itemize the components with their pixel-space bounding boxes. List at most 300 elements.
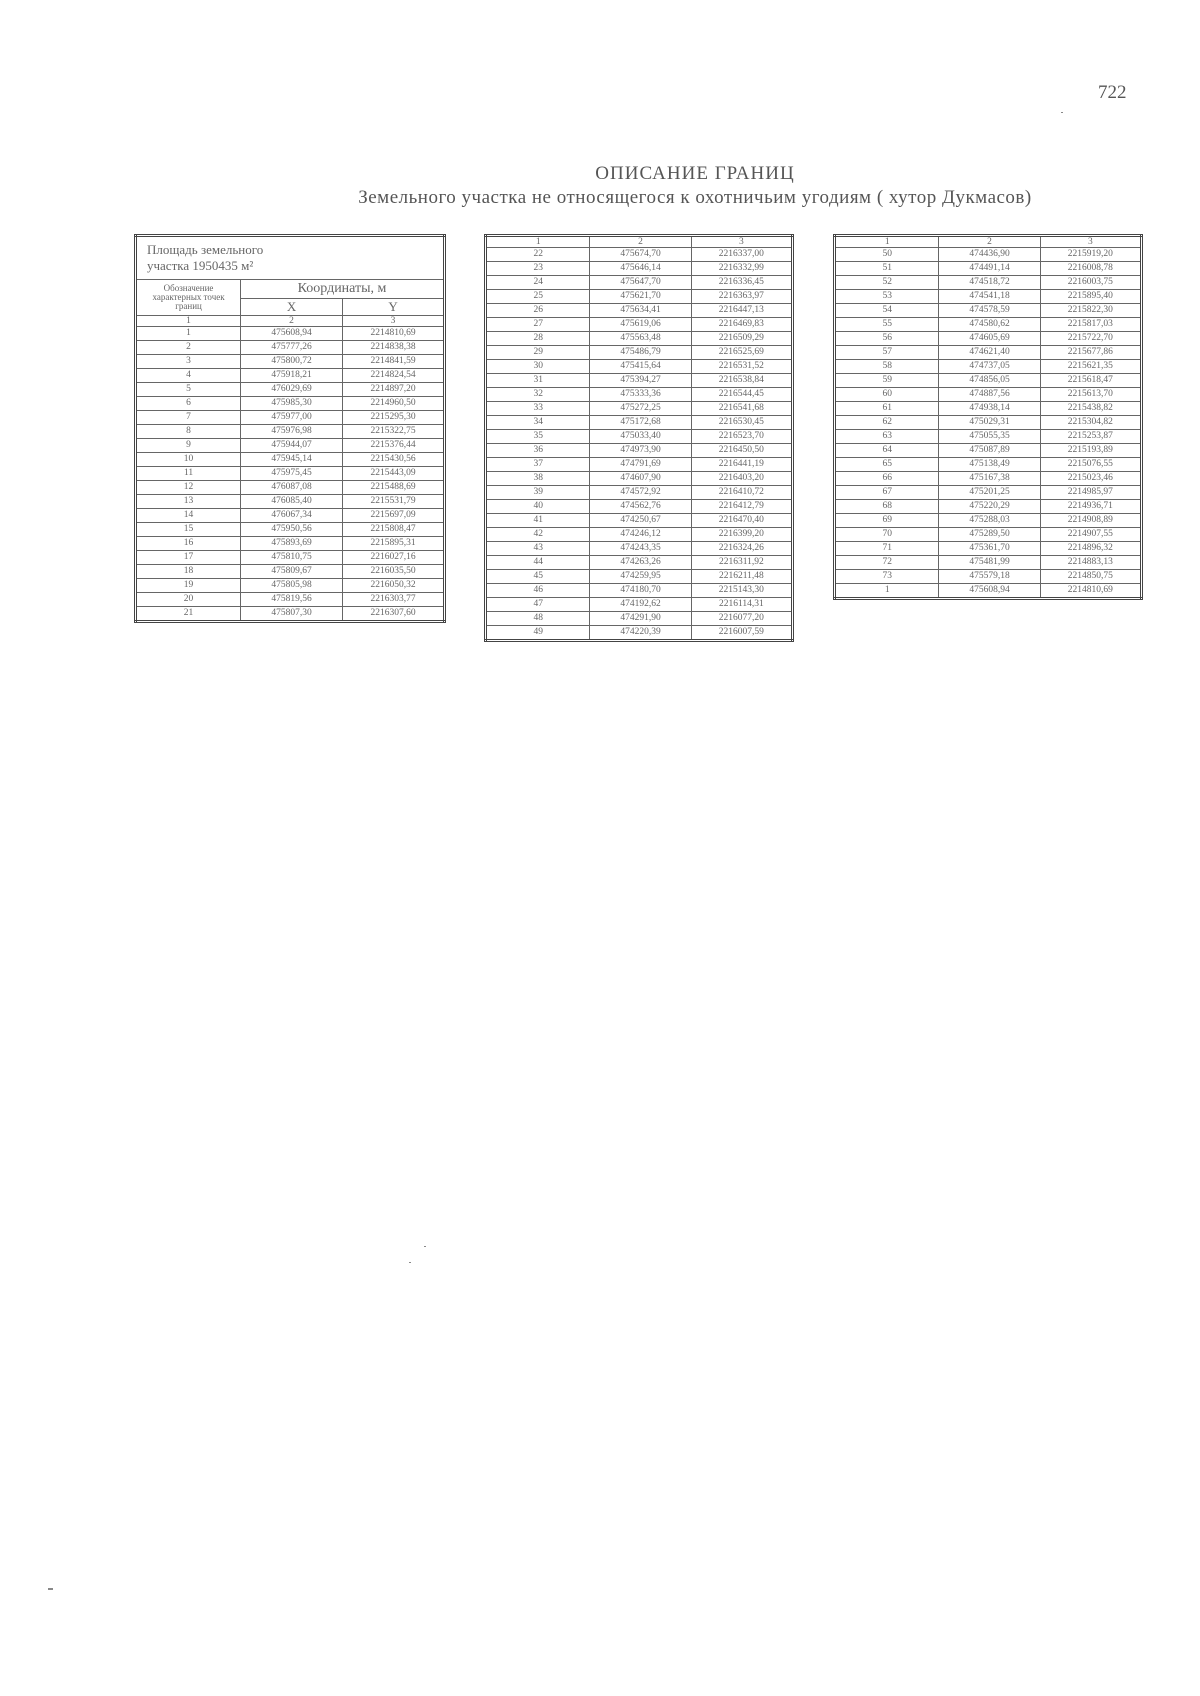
table-row bbox=[486, 626, 793, 641]
y-coordinate-cell: 2214936,71 bbox=[1040, 500, 1141, 514]
point-number-cell: 49 bbox=[486, 626, 590, 641]
point-number-cell: 66 bbox=[835, 472, 939, 486]
column-number-3: 3 bbox=[343, 316, 445, 327]
document-title: ОПИСАНИЕ ГРАНИЦ bbox=[595, 163, 795, 184]
x-coordinate-cell: 475288,03 bbox=[939, 514, 1040, 528]
x-coordinate-cell: 475481,99 bbox=[939, 556, 1040, 570]
point-number-cell: 8 bbox=[136, 425, 241, 439]
x-coordinate-cell: 475777,26 bbox=[241, 341, 343, 355]
table-row bbox=[835, 570, 1142, 584]
x-coordinate-cell: 476085,40 bbox=[241, 495, 343, 509]
point-number-cell: 21 bbox=[136, 607, 241, 622]
x-coordinate-cell: 475621,70 bbox=[590, 290, 691, 304]
x-coordinate-cell: 474607,90 bbox=[590, 472, 691, 486]
table-row bbox=[835, 304, 1142, 318]
table-row bbox=[136, 523, 445, 537]
y-coordinate-cell: 2215613,70 bbox=[1040, 388, 1141, 402]
x-coordinate-cell: 475415,64 bbox=[590, 360, 691, 374]
table-row bbox=[486, 262, 793, 276]
y-coordinate-cell: 2215438,82 bbox=[1040, 402, 1141, 416]
point-designation-header: Обозначение характерных точек границ bbox=[136, 280, 241, 316]
y-coordinate-cell: 2214824,54 bbox=[343, 369, 445, 383]
table-row bbox=[136, 453, 445, 467]
x-coordinate-cell: 475172,68 bbox=[590, 416, 691, 430]
x-coordinate-cell: 474518,72 bbox=[939, 276, 1040, 290]
y-coordinate-cell: 2215443,09 bbox=[343, 467, 445, 481]
y-coordinate-cell: 2215076,55 bbox=[1040, 458, 1141, 472]
x-coordinate-cell: 474578,59 bbox=[939, 304, 1040, 318]
point-number-cell: 3 bbox=[136, 355, 241, 369]
y-header: Y bbox=[343, 299, 445, 316]
y-coordinate-cell: 2215808,47 bbox=[343, 523, 445, 537]
x-coordinate-cell: 475810,75 bbox=[241, 551, 343, 565]
y-coordinate-cell: 2216530,45 bbox=[691, 416, 792, 430]
table-row bbox=[486, 570, 793, 584]
y-coordinate-cell: 2214810,69 bbox=[1040, 584, 1141, 599]
y-coordinate-cell: 2215304,82 bbox=[1040, 416, 1141, 430]
y-coordinate-cell: 2216541,68 bbox=[691, 402, 792, 416]
table-row bbox=[486, 500, 793, 514]
y-coordinate-cell: 2216447,13 bbox=[691, 304, 792, 318]
y-coordinate-cell: 2216525,69 bbox=[691, 346, 792, 360]
x-coordinate-cell: 475819,56 bbox=[241, 593, 343, 607]
x-coordinate-cell: 474605,69 bbox=[939, 332, 1040, 346]
table-row bbox=[486, 472, 793, 486]
x-coordinate-cell: 474259,95 bbox=[590, 570, 691, 584]
x-coordinate-cell: 475646,14 bbox=[590, 262, 691, 276]
table-row bbox=[136, 327, 445, 341]
y-coordinate-cell: 2216469,83 bbox=[691, 318, 792, 332]
table-row bbox=[835, 458, 1142, 472]
table-1-body bbox=[136, 327, 445, 622]
y-coordinate-cell: 2215322,75 bbox=[343, 425, 445, 439]
y-coordinate-cell: 2216531,52 bbox=[691, 360, 792, 374]
x-coordinate-cell: 474180,70 bbox=[590, 584, 691, 598]
y-coordinate-cell: 2214841,59 bbox=[343, 355, 445, 369]
column-number-3: 3 bbox=[1040, 236, 1141, 248]
point-number-cell: 40 bbox=[486, 500, 590, 514]
table-row bbox=[835, 556, 1142, 570]
point-number-cell: 11 bbox=[136, 467, 241, 481]
table-row bbox=[835, 374, 1142, 388]
x-coordinate-cell: 475201,25 bbox=[939, 486, 1040, 500]
x-coordinate-cell: 475486,79 bbox=[590, 346, 691, 360]
x-coordinate-cell: 474572,92 bbox=[590, 486, 691, 500]
table-row bbox=[835, 346, 1142, 360]
x-coordinate-cell: 475608,94 bbox=[241, 327, 343, 341]
y-coordinate-cell: 2216410,72 bbox=[691, 486, 792, 500]
scan-speck bbox=[409, 1262, 411, 1263]
x-coordinate-cell: 475289,50 bbox=[939, 528, 1040, 542]
point-number-cell: 20 bbox=[136, 593, 241, 607]
table-row bbox=[486, 374, 793, 388]
x-header: X bbox=[241, 299, 343, 316]
x-coordinate-cell: 474491,14 bbox=[939, 262, 1040, 276]
table-row bbox=[835, 290, 1142, 304]
point-number-cell: 34 bbox=[486, 416, 590, 430]
table-row bbox=[136, 467, 445, 481]
y-coordinate-cell: 2216077,20 bbox=[691, 612, 792, 626]
y-coordinate-cell: 2216027,16 bbox=[343, 551, 445, 565]
table-row bbox=[486, 430, 793, 444]
point-number-cell: 25 bbox=[486, 290, 590, 304]
y-coordinate-cell: 2214896,32 bbox=[1040, 542, 1141, 556]
y-coordinate-cell: 2214960,50 bbox=[343, 397, 445, 411]
table-row bbox=[835, 472, 1142, 486]
table-row bbox=[486, 556, 793, 570]
point-number-cell: 7 bbox=[136, 411, 241, 425]
table-row bbox=[136, 439, 445, 453]
table-row bbox=[486, 444, 793, 458]
x-coordinate-cell: 475394,27 bbox=[590, 374, 691, 388]
point-number-cell: 37 bbox=[486, 458, 590, 472]
table-row bbox=[835, 402, 1142, 416]
point-number-cell: 22 bbox=[486, 248, 590, 262]
table-row bbox=[136, 425, 445, 439]
y-coordinate-cell: 2216450,50 bbox=[691, 444, 792, 458]
y-coordinate-cell: 2216509,29 bbox=[691, 332, 792, 346]
point-number-cell: 36 bbox=[486, 444, 590, 458]
point-number-cell: 18 bbox=[136, 565, 241, 579]
table-row bbox=[136, 551, 445, 565]
table-row bbox=[136, 481, 445, 495]
table-row bbox=[486, 514, 793, 528]
point-number-cell: 57 bbox=[835, 346, 939, 360]
point-number-cell: 33 bbox=[486, 402, 590, 416]
x-coordinate-cell: 474938,14 bbox=[939, 402, 1040, 416]
point-number-cell: 35 bbox=[486, 430, 590, 444]
table-row bbox=[486, 528, 793, 542]
x-coordinate-cell: 475634,41 bbox=[590, 304, 691, 318]
x-coordinate-cell: 476029,69 bbox=[241, 383, 343, 397]
column-number-3: 3 bbox=[691, 236, 792, 248]
table-row bbox=[835, 416, 1142, 430]
table-row bbox=[136, 369, 445, 383]
x-coordinate-cell: 474791,69 bbox=[590, 458, 691, 472]
point-number-cell: 44 bbox=[486, 556, 590, 570]
table-row bbox=[136, 341, 445, 355]
y-coordinate-cell: 2215143,30 bbox=[691, 584, 792, 598]
table-row bbox=[136, 579, 445, 593]
x-coordinate-cell: 474887,56 bbox=[939, 388, 1040, 402]
point-number-cell: 1 bbox=[136, 327, 241, 341]
y-coordinate-cell: 2216003,75 bbox=[1040, 276, 1141, 290]
x-coordinate-cell: 475950,56 bbox=[241, 523, 343, 537]
point-number-cell: 43 bbox=[486, 542, 590, 556]
x-coordinate-cell: 475918,21 bbox=[241, 369, 343, 383]
point-number-cell: 2 bbox=[136, 341, 241, 355]
point-number-cell: 46 bbox=[486, 584, 590, 598]
y-coordinate-cell: 2216311,92 bbox=[691, 556, 792, 570]
y-coordinate-cell: 2215677,86 bbox=[1040, 346, 1141, 360]
table-row bbox=[835, 262, 1142, 276]
table-row bbox=[835, 486, 1142, 500]
table-row bbox=[835, 360, 1142, 374]
x-coordinate-cell: 475138,49 bbox=[939, 458, 1040, 472]
table-row bbox=[835, 542, 1142, 556]
point-number-cell: 32 bbox=[486, 388, 590, 402]
point-number-cell: 54 bbox=[835, 304, 939, 318]
y-coordinate-cell: 2216523,70 bbox=[691, 430, 792, 444]
y-coordinate-cell: 2216307,60 bbox=[343, 607, 445, 622]
table-row bbox=[486, 486, 793, 500]
column-number-2: 2 bbox=[939, 236, 1040, 248]
y-coordinate-cell: 2215621,35 bbox=[1040, 360, 1141, 374]
table-row bbox=[136, 509, 445, 523]
point-number-cell: 10 bbox=[136, 453, 241, 467]
point-number-cell: 63 bbox=[835, 430, 939, 444]
table-row bbox=[136, 383, 445, 397]
point-number-cell: 71 bbox=[835, 542, 939, 556]
table-2-body bbox=[486, 248, 793, 641]
y-coordinate-cell: 2214810,69 bbox=[343, 327, 445, 341]
x-coordinate-cell: 474250,67 bbox=[590, 514, 691, 528]
point-number-cell: 6 bbox=[136, 397, 241, 411]
x-coordinate-cell: 475975,45 bbox=[241, 467, 343, 481]
y-coordinate-cell: 2215919,20 bbox=[1040, 248, 1141, 262]
table-row bbox=[486, 542, 793, 556]
point-number-cell: 68 bbox=[835, 500, 939, 514]
table-row bbox=[486, 276, 793, 290]
point-number-cell: 59 bbox=[835, 374, 939, 388]
table-row bbox=[486, 248, 793, 262]
point-number-cell: 1 bbox=[835, 584, 939, 599]
x-coordinate-cell: 475167,38 bbox=[939, 472, 1040, 486]
area-header bbox=[136, 236, 445, 280]
y-coordinate-cell: 2215193,89 bbox=[1040, 444, 1141, 458]
point-number-cell: 23 bbox=[486, 262, 590, 276]
x-coordinate-cell: 474263,26 bbox=[590, 556, 691, 570]
table-row bbox=[136, 355, 445, 369]
y-coordinate-cell: 2214985,97 bbox=[1040, 486, 1141, 500]
point-number-cell: 48 bbox=[486, 612, 590, 626]
x-coordinate-cell: 474973,90 bbox=[590, 444, 691, 458]
x-coordinate-cell: 475800,72 bbox=[241, 355, 343, 369]
x-coordinate-cell: 474580,62 bbox=[939, 318, 1040, 332]
y-coordinate-cell: 2216008,78 bbox=[1040, 262, 1141, 276]
x-coordinate-cell: 475805,98 bbox=[241, 579, 343, 593]
x-coordinate-cell: 475976,98 bbox=[241, 425, 343, 439]
column-number-1: 1 bbox=[136, 316, 241, 327]
table-row bbox=[835, 388, 1142, 402]
y-coordinate-cell: 2215895,31 bbox=[343, 537, 445, 551]
table-row bbox=[136, 607, 445, 622]
area-label-line1: Площадь земельного bbox=[147, 242, 264, 257]
table-row bbox=[835, 444, 1142, 458]
area-label-line2: участка 1950435 м² bbox=[147, 258, 254, 273]
table-row bbox=[835, 332, 1142, 346]
point-number-cell: 47 bbox=[486, 598, 590, 612]
y-coordinate-cell: 2216303,77 bbox=[343, 593, 445, 607]
table-row bbox=[136, 593, 445, 607]
table-row bbox=[835, 514, 1142, 528]
table-row bbox=[136, 495, 445, 509]
point-number-cell: 62 bbox=[835, 416, 939, 430]
y-coordinate-cell: 2215531,79 bbox=[343, 495, 445, 509]
point-number-cell: 19 bbox=[136, 579, 241, 593]
y-coordinate-cell: 2215023,46 bbox=[1040, 472, 1141, 486]
point-number-cell: 29 bbox=[486, 346, 590, 360]
y-coordinate-cell: 2215253,87 bbox=[1040, 430, 1141, 444]
point-number-cell: 72 bbox=[835, 556, 939, 570]
y-coordinate-cell: 2216544,45 bbox=[691, 388, 792, 402]
x-coordinate-cell: 475977,00 bbox=[241, 411, 343, 425]
x-coordinate-cell: 475361,70 bbox=[939, 542, 1040, 556]
table-row bbox=[136, 537, 445, 551]
x-coordinate-cell: 475674,70 bbox=[590, 248, 691, 262]
column-number-2: 2 bbox=[590, 236, 691, 248]
point-number-cell: 52 bbox=[835, 276, 939, 290]
x-coordinate-cell: 475220,29 bbox=[939, 500, 1040, 514]
y-coordinate-cell: 2214850,75 bbox=[1040, 570, 1141, 584]
document-subtitle: Земельного участка не относящегося к охотничьим угодиям ( хутор Дукмасов) bbox=[358, 187, 1032, 208]
y-coordinate-cell: 2214883,13 bbox=[1040, 556, 1141, 570]
coordinates-table-3 bbox=[833, 234, 1143, 600]
table-row bbox=[835, 248, 1142, 262]
y-coordinate-cell: 2214897,20 bbox=[343, 383, 445, 397]
point-number-cell: 17 bbox=[136, 551, 241, 565]
point-number-cell: 50 bbox=[835, 248, 939, 262]
x-coordinate-cell: 475647,70 bbox=[590, 276, 691, 290]
table-row bbox=[486, 290, 793, 304]
y-coordinate-cell: 2216412,79 bbox=[691, 500, 792, 514]
column-number-1: 1 bbox=[835, 236, 939, 248]
point-number-cell: 16 bbox=[136, 537, 241, 551]
y-coordinate-cell: 2216470,40 bbox=[691, 514, 792, 528]
y-coordinate-cell: 2216114,31 bbox=[691, 598, 792, 612]
y-coordinate-cell: 2215295,30 bbox=[343, 411, 445, 425]
point-number-cell: 27 bbox=[486, 318, 590, 332]
point-number-cell: 61 bbox=[835, 402, 939, 416]
x-coordinate-cell: 475563,48 bbox=[590, 332, 691, 346]
y-coordinate-cell: 2215697,09 bbox=[343, 509, 445, 523]
x-coordinate-cell: 475272,25 bbox=[590, 402, 691, 416]
y-coordinate-cell: 2215895,40 bbox=[1040, 290, 1141, 304]
x-coordinate-cell: 474621,40 bbox=[939, 346, 1040, 360]
x-coordinate-cell: 475087,89 bbox=[939, 444, 1040, 458]
table-row bbox=[486, 584, 793, 598]
table-row bbox=[835, 430, 1142, 444]
y-coordinate-cell: 2216324,26 bbox=[691, 542, 792, 556]
point-number-cell: 26 bbox=[486, 304, 590, 318]
table-row bbox=[486, 458, 793, 472]
table-row bbox=[835, 528, 1142, 542]
y-coordinate-cell: 2216336,45 bbox=[691, 276, 792, 290]
y-coordinate-cell: 2216441,19 bbox=[691, 458, 792, 472]
point-number-cell: 56 bbox=[835, 332, 939, 346]
y-coordinate-cell: 2216211,48 bbox=[691, 570, 792, 584]
x-coordinate-cell: 474737,05 bbox=[939, 360, 1040, 374]
table-row bbox=[486, 416, 793, 430]
y-coordinate-cell: 2216007,59 bbox=[691, 626, 792, 641]
coordinates-table-2 bbox=[484, 234, 794, 642]
point-number-cell: 55 bbox=[835, 318, 939, 332]
scan-speck bbox=[1061, 112, 1063, 113]
point-number-cell: 30 bbox=[486, 360, 590, 374]
table-row bbox=[486, 598, 793, 612]
y-coordinate-cell: 2215722,70 bbox=[1040, 332, 1141, 346]
table-row bbox=[835, 318, 1142, 332]
point-number-cell: 65 bbox=[835, 458, 939, 472]
x-coordinate-cell: 474246,12 bbox=[590, 528, 691, 542]
x-coordinate-cell: 474291,90 bbox=[590, 612, 691, 626]
column-number-1: 1 bbox=[486, 236, 590, 248]
point-number-cell: 60 bbox=[835, 388, 939, 402]
table-3-body bbox=[835, 248, 1142, 599]
point-number-cell: 67 bbox=[835, 486, 939, 500]
scan-speck bbox=[424, 1246, 426, 1247]
table-row bbox=[136, 565, 445, 579]
x-coordinate-cell: 475029,31 bbox=[939, 416, 1040, 430]
x-coordinate-cell: 475985,30 bbox=[241, 397, 343, 411]
x-coordinate-cell: 475809,67 bbox=[241, 565, 343, 579]
x-coordinate-cell: 475608,94 bbox=[939, 584, 1040, 599]
point-number-cell: 38 bbox=[486, 472, 590, 486]
y-coordinate-cell: 2216538,84 bbox=[691, 374, 792, 388]
point-number-cell: 73 bbox=[835, 570, 939, 584]
y-coordinate-cell: 2215488,69 bbox=[343, 481, 445, 495]
y-coordinate-cell: 2216035,50 bbox=[343, 565, 445, 579]
y-coordinate-cell: 2216337,00 bbox=[691, 248, 792, 262]
y-coordinate-cell: 2214908,89 bbox=[1040, 514, 1141, 528]
point-number-cell: 70 bbox=[835, 528, 939, 542]
x-coordinate-cell: 476087,08 bbox=[241, 481, 343, 495]
x-coordinate-cell: 475893,69 bbox=[241, 537, 343, 551]
x-coordinate-cell: 474243,35 bbox=[590, 542, 691, 556]
table-row bbox=[136, 397, 445, 411]
point-number-cell: 42 bbox=[486, 528, 590, 542]
x-coordinate-cell: 475945,14 bbox=[241, 453, 343, 467]
table-row bbox=[486, 346, 793, 360]
y-coordinate-cell: 2214838,38 bbox=[343, 341, 445, 355]
point-number-cell: 5 bbox=[136, 383, 241, 397]
table-row bbox=[486, 612, 793, 626]
table-row bbox=[835, 500, 1142, 514]
coordinates-header: Координаты, м bbox=[241, 280, 445, 299]
x-coordinate-cell: 475055,35 bbox=[939, 430, 1040, 444]
point-number-cell: 39 bbox=[486, 486, 590, 500]
y-coordinate-cell: 2216332,99 bbox=[691, 262, 792, 276]
page-number: 722 bbox=[1098, 82, 1127, 103]
x-coordinate-cell: 476067,34 bbox=[241, 509, 343, 523]
scan-speck bbox=[48, 1588, 53, 1590]
point-number-cell: 15 bbox=[136, 523, 241, 537]
table-row bbox=[486, 402, 793, 416]
table-row bbox=[486, 388, 793, 402]
point-number-cell: 28 bbox=[486, 332, 590, 346]
point-number-cell: 45 bbox=[486, 570, 590, 584]
point-number-cell: 9 bbox=[136, 439, 241, 453]
y-coordinate-cell: 2216399,20 bbox=[691, 528, 792, 542]
table-row bbox=[486, 332, 793, 346]
y-coordinate-cell: 2215618,47 bbox=[1040, 374, 1141, 388]
x-coordinate-cell: 475579,18 bbox=[939, 570, 1040, 584]
table-row bbox=[486, 360, 793, 374]
x-coordinate-cell: 475333,36 bbox=[590, 388, 691, 402]
x-coordinate-cell: 475033,40 bbox=[590, 430, 691, 444]
x-coordinate-cell: 474436,90 bbox=[939, 248, 1040, 262]
point-number-cell: 31 bbox=[486, 374, 590, 388]
point-number-cell: 58 bbox=[835, 360, 939, 374]
x-coordinate-cell: 474562,76 bbox=[590, 500, 691, 514]
table-row bbox=[486, 304, 793, 318]
x-coordinate-cell: 474192,62 bbox=[590, 598, 691, 612]
table-row bbox=[835, 584, 1142, 599]
point-number-cell: 24 bbox=[486, 276, 590, 290]
point-number-cell: 41 bbox=[486, 514, 590, 528]
table-row bbox=[486, 318, 793, 332]
table-row bbox=[136, 411, 445, 425]
